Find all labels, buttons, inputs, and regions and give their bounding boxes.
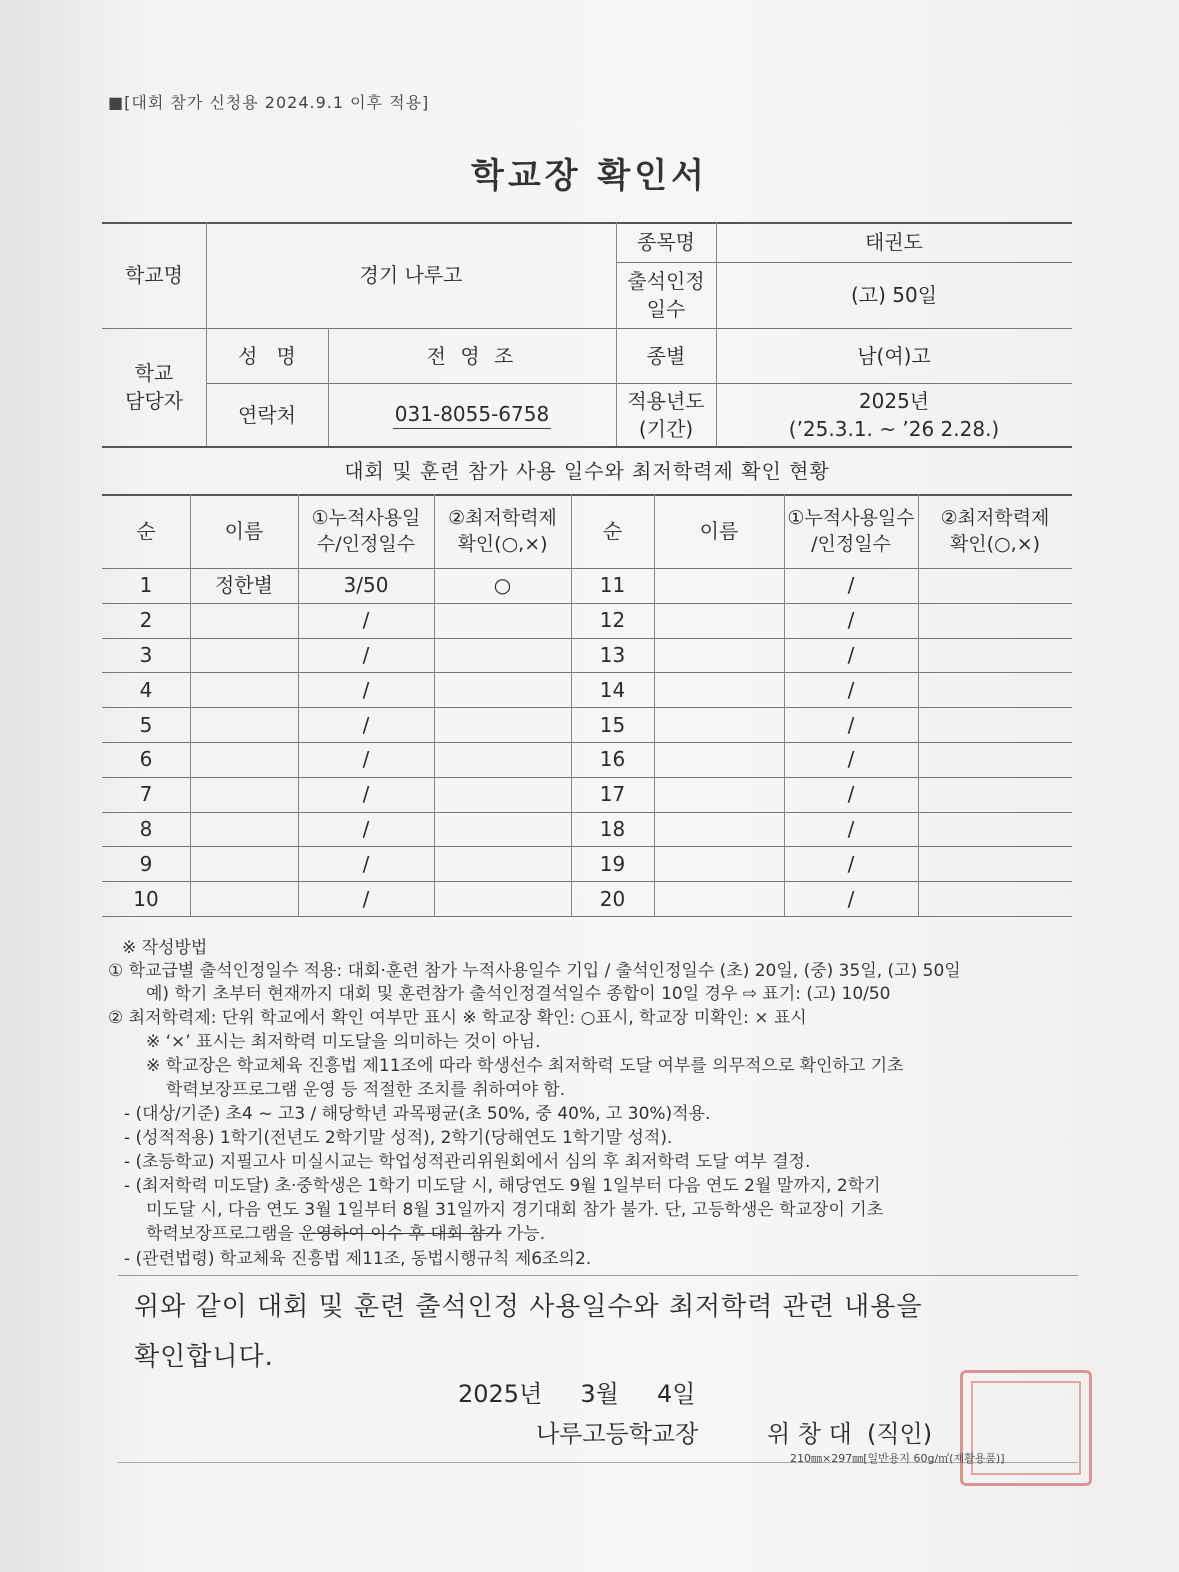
note-text: 가능.	[501, 1224, 546, 1244]
confirm-line-1: 위와 같이 대회 및 훈련 출석인정 사용일수와 최저학력 관련 내용을	[134, 1292, 923, 1322]
cell-days: /	[362, 782, 370, 807]
cell-name	[190, 812, 298, 847]
cell-days-r: /	[847, 851, 855, 876]
school-name: 경기 나루고	[359, 263, 463, 287]
struck-text: 운영하여 이수 후 대회 참가	[299, 1224, 502, 1244]
manager-label	[102, 328, 206, 446]
attendance-label-line2: 일수	[646, 297, 686, 321]
cell-name-r	[654, 638, 784, 673]
notes-heading: ※ 작성방법	[122, 938, 208, 958]
cell-check-r	[918, 603, 1072, 638]
sport-label: 종목명	[637, 230, 695, 254]
note-line: - (성적적용) 1학기(전년도 2학기말 성적), 2학기(당해연도 1학기말 성적).	[124, 1128, 673, 1148]
year-label	[616, 383, 716, 446]
cell-days-r: /	[847, 677, 855, 702]
cell-check	[434, 777, 571, 812]
sport: 태권도	[865, 230, 923, 254]
cell-no: 9	[139, 851, 153, 876]
official-seal	[960, 1370, 1092, 1486]
manager-label-line2: 담당자	[125, 389, 183, 413]
year-label-line2: (기간)	[638, 416, 694, 441]
gender: 남(여)고	[857, 343, 931, 368]
cell-name-r	[654, 846, 784, 881]
page-title: 학교장 확인서	[471, 156, 708, 196]
cell-name-r	[654, 568, 784, 603]
manager-label-line1: 학교	[134, 361, 174, 385]
cell-name-r	[654, 707, 784, 742]
cell-name	[190, 672, 298, 707]
attendance-label-line1: 출석인정	[627, 269, 705, 293]
confirm-line-2: 확인합니다.	[134, 1342, 274, 1372]
cell-name	[190, 742, 298, 777]
gender-label: 종별	[646, 343, 686, 368]
cell-check-r	[918, 881, 1072, 916]
cell-name: 정한별	[215, 573, 273, 598]
cell-days-r: /	[847, 573, 855, 598]
cell-days-r: /	[847, 782, 855, 807]
cell-days-r: /	[847, 816, 855, 841]
col-header-check-right	[918, 494, 1072, 568]
cell-no: 3	[139, 642, 153, 667]
attendance-days: (고) 50일	[850, 283, 938, 307]
cell-no-r: 14	[599, 677, 626, 702]
cell-days: /	[362, 851, 370, 876]
cell-days-r: /	[847, 608, 855, 633]
principal-signature: 나루고등학교장 위 창 대 (직인)	[536, 1420, 933, 1448]
cell-days: /	[362, 816, 370, 841]
cell-name	[190, 846, 298, 881]
note-line: 학력보장프로그램 운영 등 적절한 조치를 취하여야 함.	[166, 1080, 566, 1100]
col-header-no-right: 순	[602, 519, 623, 543]
col-header-name-right: 이름	[699, 519, 739, 543]
col-header-days-line2: 수/인정일수	[316, 533, 416, 555]
year: 2025년	[858, 388, 930, 413]
col-header-check	[434, 494, 571, 568]
cell-name-r	[654, 881, 784, 916]
col-header-days	[298, 494, 434, 568]
cell-check	[434, 881, 571, 916]
cell-days: /	[362, 886, 370, 911]
cell-check	[434, 846, 571, 881]
cell-name	[190, 638, 298, 673]
cell-name	[190, 777, 298, 812]
cell-no-r: 13	[599, 642, 626, 667]
cell-check-r	[918, 672, 1072, 707]
cell-name-r	[654, 603, 784, 638]
cell-check	[434, 707, 571, 742]
note-line: ※ 학교장은 학교체육 진흥법 제11조에 따라 학생선수 최저학력 도달 여부를 의무적으로 확인하고 기초	[146, 1056, 904, 1076]
col-header-check-line2: 확인(○,×)	[457, 533, 548, 555]
cell-check-r	[918, 812, 1072, 847]
rule	[102, 916, 1072, 917]
cell-days: /	[362, 677, 370, 702]
cell-name	[190, 881, 298, 916]
contact-number: 031-8055-6758	[393, 400, 551, 429]
cell-days-r: /	[847, 886, 855, 911]
cell-days-r: /	[847, 712, 855, 737]
cell-days-r: /	[847, 747, 855, 772]
rule	[118, 1275, 1078, 1276]
cell-name-r	[654, 742, 784, 777]
note-line: ① 학교급별 출석인정일수 적용: 대회·훈련 참가 누적사용일수 기입 / 출석인정일수 (초) 20일, (중) 35일, (고) 50일	[108, 961, 961, 981]
cell-no-r: 15	[599, 712, 626, 737]
note-line: 미도달 시, 다음 연도 3월 1일부터 8월 31일까지 경기대회 참가 불가. 단, 고등학생은 학교장이 기초	[146, 1200, 884, 1220]
note-line: - (초등학교) 지필고사 미실시교는 학업성적관리위원회에서 심의 후 최저학력 도달 여부 결정.	[124, 1152, 811, 1172]
cell-check	[434, 603, 571, 638]
cell-check: ○	[493, 573, 512, 598]
note-line: - (최저학력 미도달) 초·중학생은 1학기 미도달 시, 해당연도 9월 1일부터 다음 연도 2월 말까지, 2학기	[124, 1176, 881, 1196]
cell-no-r: 18	[599, 816, 626, 841]
cell-no: 4	[139, 677, 153, 702]
period: (’25.3.1. ~ ’26 2.28.)	[788, 416, 1000, 441]
note-line: - (관련법령) 학교체육 진흥법 제11조, 동법시행규칙 제6조의2.	[124, 1249, 592, 1269]
section-title: 대회 및 훈련 참가 사용 일수와 최저학력제 확인 현황	[344, 459, 830, 483]
cell-no: 8	[139, 816, 153, 841]
col-header-days-right-line1: ①누적사용일수	[787, 507, 915, 529]
cell-name-r	[654, 672, 784, 707]
cell-days: /	[362, 747, 370, 772]
col-header-name: 이름	[224, 519, 264, 543]
contact-cell	[328, 383, 616, 446]
cell-name	[190, 707, 298, 742]
col-header-days-line1: ①누적사용일	[311, 507, 421, 529]
cell-no: 7	[139, 782, 153, 807]
cell-check-r	[918, 742, 1072, 777]
cell-days-r: /	[847, 642, 855, 667]
contact-label: 연락처	[238, 402, 296, 427]
cell-no-r: 16	[599, 747, 626, 772]
cell-check	[434, 672, 571, 707]
cell-no: 10	[133, 886, 159, 911]
applied-year	[716, 383, 1072, 446]
cell-no-r: 17	[599, 782, 626, 807]
cell-check-r	[918, 568, 1072, 603]
cell-days: 3/50	[343, 573, 389, 598]
cell-no-r: 12	[599, 608, 626, 633]
cell-name-r	[654, 812, 784, 847]
note-line: 예) 학기 초부터 현재까지 대회 및 훈련참가 출석인정결석일수 종합이 10일 경우 ⇨ 표기: (고) 10/50	[146, 984, 891, 1004]
cell-no-r: 19	[599, 851, 626, 876]
cell-days: /	[362, 712, 370, 737]
cell-no-r: 11	[599, 573, 626, 598]
manager-name: 전 영 조	[426, 343, 518, 368]
header-note: ■[대회 참가 신청용 2024.9.1 이후 적용]	[108, 93, 430, 112]
cell-no: 6	[139, 747, 153, 772]
col-header-days-right	[784, 494, 918, 568]
note-line: ② 최저학력제: 단위 학교에서 확인 여부만 표시 ※ 학교장 확인: ○표시, 학교장 미확인: × 표시	[108, 1008, 807, 1028]
col-header-check-line1: ②최저학력제	[448, 507, 557, 529]
cell-check-r	[918, 707, 1072, 742]
year-label-line1: 적용년도	[627, 388, 705, 413]
note-text: 학력보장프로그램을	[146, 1224, 300, 1244]
note-line: ※ ‘×’ 표시는 최저학력 미도달을 의미하는 것이 아님.	[146, 1032, 541, 1052]
col-header-check-right-line2: 확인(○,×)	[949, 533, 1041, 555]
cell-check	[434, 742, 571, 777]
attendance-label	[616, 262, 716, 328]
cell-no: 2	[139, 608, 153, 633]
col-header-check-right-line1: ②최저학력제	[940, 507, 1050, 529]
cell-days: /	[362, 642, 370, 667]
cell-check-r	[918, 846, 1072, 881]
col-header-no: 순	[136, 519, 156, 543]
cell-check	[434, 812, 571, 847]
col-header-days-right-line2: /인정일수	[811, 533, 891, 555]
cell-no: 1	[139, 573, 153, 598]
cell-name-r	[654, 777, 784, 812]
note-line	[146, 1222, 545, 1246]
cell-check	[434, 638, 571, 673]
paper-spec-note: 210㎜×297㎜[일반용지 60g/㎡(재활용품)]	[790, 1452, 1005, 1465]
school-name-label: 학교명	[125, 263, 183, 287]
cell-name	[190, 603, 298, 638]
cell-no: 5	[139, 712, 153, 737]
cell-check-r	[918, 777, 1072, 812]
cell-no-r: 20	[599, 886, 626, 911]
cell-check-r	[918, 638, 1072, 673]
note-line: - (대상/기준) 초4 ~ 고3 / 해당학년 과목평균(초 50%, 중 40%, 고 30%)적용.	[124, 1104, 711, 1124]
cell-days: /	[362, 608, 370, 633]
confirm-date: 2025년 3월 4일	[458, 1380, 696, 1408]
name-label: 성 명	[238, 343, 296, 368]
